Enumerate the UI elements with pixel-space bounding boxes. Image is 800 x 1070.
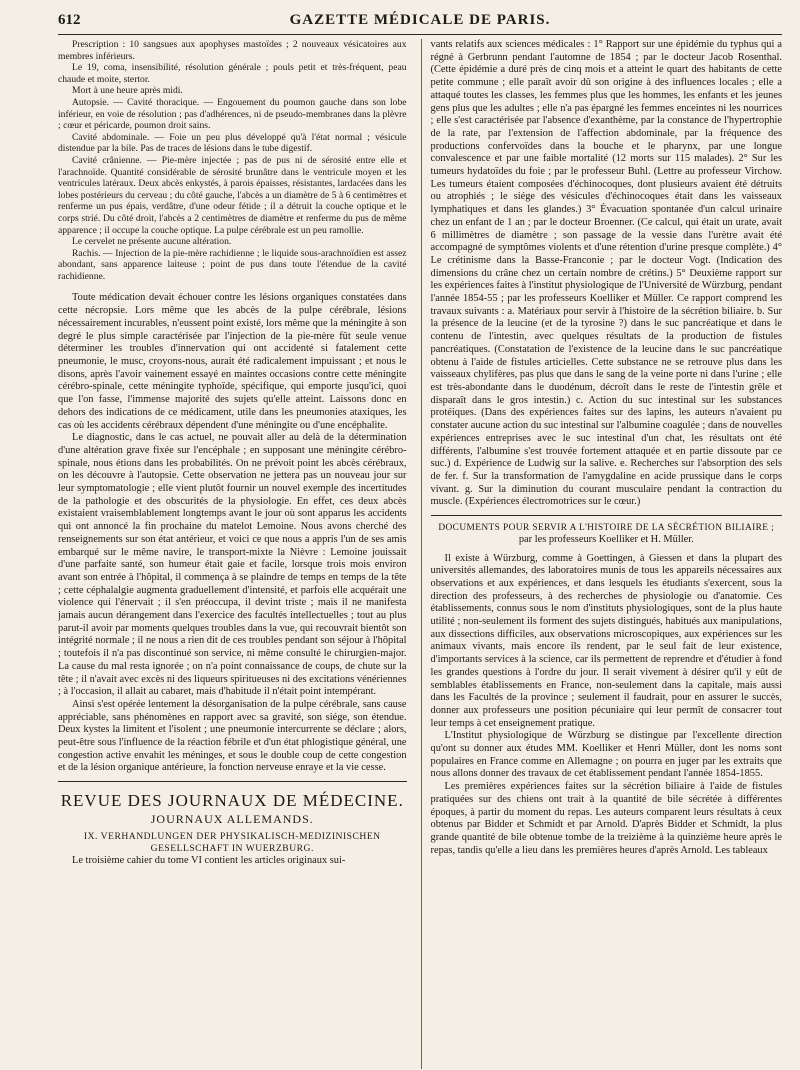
left-column bbox=[58, 39, 407, 1069]
observation-paragraph: Le 19, coma, insensibilité, résolution générale ; pouls petit et très-fréquent, peau chaude et moite, stertor. bbox=[58, 62, 407, 85]
observation-paragraph: Rachis. — Injection de la pie-mère rachidienne ; le liquide sous-arachnoïdien est assez abondant, sans apparence laiteuse ; point de pus dans toute l'étendue de la cavité rachidienne. bbox=[58, 247, 407, 282]
right-column bbox=[421, 39, 782, 1069]
article-paragraph: Il existe à Würzburg, comme à Goettingen, à Giessen et dans la plupart des universités allemandes, des laboratoires munis de tous les appareils nécessaires aux observations et aux expériences, et dans lesquels les étudiants s'exercent, sous la direction des professeurs, à des recherches de physiologie ou d'anatomie. Ces établissements, connus sous le nom d'instituts physiologiques, sont de la plus haute utilité ; non-seulement ils forment des sujets distingués, habitués aux manipulations, aux dissections difficiles, aux observations microscopiques, aux expériences sur les animaux vivants, mais encore ils rendent, par le seul fait de leur existence, d'importants services à la science, car ils permettent de reprendre et d'étudier à fond les grandes questions à l'ordre du jour. Il serait vivement à désirer qu'il y eût de semblables établissements en France, non-seulement dans la capitale, mais aussi dans les Facultés de la province ; seulement il faudrait, pour en assurer le succès, donner aux professeurs une position pécuniaire qui leur permît de consacrer tout leur temps à cet enseignement pratique. bbox=[430, 552, 782, 729]
article-divider bbox=[431, 515, 782, 516]
section-heading-line-1: IX. VERHANDLUNGEN DER PHYSIKALISCH-MEDIZINISCHEN bbox=[83, 831, 381, 843]
section-divider bbox=[58, 781, 407, 782]
observation-block bbox=[58, 39, 407, 282]
discussion-paragraph: Toute médication devait échouer contre les lésions organiques constatées dans cette nécropsie. Lors même que les abcès de la pulpe cérébrale, lésions nécessairement incurables, n'eussent point existé, lors même que la méningite à son degré le plus simple caractérisée par l'injection de la pie-mère fût seule venue déterminer les troubles d'innervation qui ont accidenté si fatalement cette pneumonie, le musc, croyons-nous, aurait été radicalement impuissant ; et nous le disons, après l'avoir vainement essayé en maintes occasions contre cette méningite cérébro-spinale, cette méningite typhoïde, spécifique, qui emporte jusqu'ici, quoi que l'on fasse, l'immense majorité des sujets qu'elle atteint. Laissons donc en dehors des indications de ce médicament, utile dans les pneumonies ataxiques, les cas où les accidents cérébraux dépendent d'une méningite ou d'une encéphalite. bbox=[58, 292, 407, 431]
two-column-body bbox=[58, 39, 782, 1069]
observation-paragraph: Autopsie. — Cavité thoracique. — Engouement du poumon gauche dans son lobe inférieur, en voie de résolution ; pas d'adhérences, ni de pseudo-membranes dans la plèvre ; cœur et péricarde, poumon droit sains. bbox=[58, 96, 407, 132]
articles-list-paragraph: vants relatifs aux sciences médicales : 1° Rapport sur une épidémie du typhus qui a régné à Gerbrunn pendant l'automne de 1854 ; par le docteur Jacob Rosenthal. (Cette épidémie a duré près de cinq mois et a atteint le quart des habitants de cette petite commune ; elle paraît avoir dû son origine à des influences locales ; elle a attaqué toutes les classes, les femmes plus que les hommes, les enfants et les jeunes gens plus que les adultes ; elle n'a pas épargné les femmes enceintes ni les nourrices ; elle s'est caractérisée par l'absence d'exanthème, par la constance de l'hypertrophie de la rate, par l'extension de l'affection abdominale, par la fréquence des productions confervoïdes dans la bouche et le pharynx, par une longue convalescence et par une faible mortalité (12 morts sur 115 malades). 2° Sur les tumeurs hydatoïdes du foie ; par le professeur Buhl. (Lettre au professeur Virchow. Les tumeurs étaient composées d'échinocoques, dont plusieurs avaient été détruits ou atrophiés ; le siége des vésicules d'échinocoques était dans les vaisseaux lymphatiques et dans les glandes.) 3° Évacuation spontanée d'un calcul urinaire chez un enfant de 1 an ; par le docteur Broenner. (Ce calcul, qui était un urate, avait 6 millimètres de diamètre ; son passage de la vessie dans l'urètre avait été accompagné de symptômes violents et d'une rétention d'urine presque complète.) 4° Le crétinisme dans la Basse-Franconie ; par le docteur Vogt. (Indication des dimensions du crâne chez un certain nombre de crétins.) 5° Deuxième rapport sur les expériences faites à l'institut physiologique de l'Université de Würzburg, pendant l'année 1854-55 ; par les professeurs Koelliker et Müller. Ce rapport comprend les travaux suivants : a. Matériaux pour servir à l'histoire de la sécrétion biliaire. b. Sur la présence de la leucine (et de la tyrosine ?) dans le suc pancréatique et dans le contenu de l'intestin, avec quelques résultats de la production de fistules pancréatiques. (Constatation de l'existence de la leucine dans le suc pancréatique obtenu à l'aide de fistules articielles. Cette substance ne se retrouve plus dans les vaisseaux chylifères, pas plus que dans le sang de la veine porte ni dans l'urine ; elle est très-abondante dans le duodénum, décroît dans le reste de l'intestin grêle et disparaît dans le gros intestin.) c. Action du suc intestinal sur les substances protéiques. (Dans des expériences faites sur des lapins, les auteurs n'avaient pu constater aucune action du suc intestinal sur l'albumine coagulée ; dans de nouvelles expériences entreprises avec le suc intestinal d'un chat, les résultats ont été différents, l'albumine s'est trouvée fortement attaquée et en partie dissoute par ce suc.) d. Expérience de Ludwig sur la salive. e. Recherches sur l'absorption des sels de fer. f. Sur la transformation de l'amygdaline en acide prussique dans le corps vivant. g. Sur la diminution du courant musculaire pendant la contraction du muscle. (Expériences électromotrices sur le cœur.) bbox=[430, 39, 782, 508]
section-text: Le troisième cahier du tome VI contient les articles originaux sui- bbox=[72, 855, 346, 867]
section-heading-line-2: GESELLSCHAFT IN WUERZBURG. bbox=[150, 843, 314, 855]
article-paragraph: L'Institut physiologique de Würzburg se distingue par l'excellente direction qu'ont su donner aux études MM. Koelliker et Henri Müller, dont les noms sont populaires en France comme en Allemagne ; on pourra en juger par les extraits que nous allons donner des travaux de cet établissement pendant l'année 1854-1855. bbox=[430, 730, 782, 780]
revue-subtitle: JOURNAUX ALLEMANDS. bbox=[150, 812, 314, 827]
article-paragraph: Les premières expériences faites sur la sécrétion biliaire à l'aide de fistules pratiquées sur des chiens ont trait à la quantité de bile sécrétée à différentes époques, à partir du moment du repas. Les auteurs comparent leurs résultats à ceux obtenus par Bidder et Schmidt et par Arnold. D'après Bidder et Schmidt, la plus grande quantité de bile obtenue tombe de la treizième à la quinzième heure après le repas, tandis qu'elle a lieu dans les premières heures d'après Arnold. Les tableaux bbox=[430, 781, 782, 856]
discussion-paragraph: Le diagnostic, dans le cas actuel, ne pouvait aller au delà de la détermination d'une altération grave fixée sur l'encéphale ; en supposant une méningite cérébro-spinale, nous étions dans les probabilités. On ne prévoit point les abcès cérébraux, on les découvre à l'autopsie. Cette observation ne jettera pas un nouveau jour sur leur symptomatologie ; elle vient plutôt fournir un nouvel exemple des incertitudes de la pathologie et des obscurités de la physiologie. En effet, ces deux abcès existaient vraisemblablement longtemps avant le jour où sont apparus les accidents qui ont annoncé la fin prochaine du matelot Lemoine. Nous avons cherché des renseignements sur son état antérieur, et voici ce que nous a appris l'un de ses amis embarqué sur le même navire, le transport-mixte la Nièvre : Lemoine jouissait d'une parfaite santé, son humeur était gaie et facile, lorsque trois mois environ avant son entrée à l'hôpital, il commença à se plaindre de temps en temps de la tête ; cette céphalalgie augmenta graduellement d'intensité, et parfois elle acquérait une violence qui l'énervait ; il s'en préoccupa, il devint triste ; mais il ne manifesta jamais aucun dérangement dans l'exercice des facultés intellectuelles ; tout au plus parut-il avoir par moments quelques troubles dans la vue, qui recouvrait bientôt son intégrité normale ; il ne nous a rien dit de ces troubles pendant son séjour à l'hôpital ; toutefois il n'a pas discontinué son service, ni même consulté le chirurgien-major. La cause du mal resta ignorée ; on n'a point connaissance de coups, de chute sur la tête ; il n'avait avec excès ni des liqueurs spiritueuses ni des excitations vénériennes ; à l'occasion, il allait au cabaret, mais d'habitude il n'était point intempérant. bbox=[58, 432, 407, 698]
article-title: DOCUMENTS POUR SERVIR A L'HISTOIRE DE LA SÉCRÉTION BILIAIRE ; bbox=[438, 523, 775, 534]
observation-paragraph: Prescription : 10 sangsues aux apophyses mastoïdes ; 2 nouveaux vésicatoires aux membres inférieurs. bbox=[58, 39, 407, 62]
observation-paragraph: Le cervelet ne présente aucune altération. bbox=[72, 236, 232, 248]
observation-paragraph: Cavité abdominale. — Foie un peu plus développé qu'à l'état normal ; vésicule distendue par la bile. Pas de traces de lésions dans le tube digestif. bbox=[58, 131, 407, 155]
observation-paragraph: Cavité crânienne. — Pie-mère injectée ; pas de pus ni de sérosité entre elle et l'arachnoïde. Quantité considérable de sérosité brunâtre dans le ventricule moyen et les ventricules latéraux. Deux abcès enkystés, à parois épaisses, résistantes, lardacées dans les lobes postérieurs du cerveau ; du côté gauche, l'abcès a un diamètre de 5 à 6 centimètres et renferme un pus épais, verdâtre, d'une odeur fétide ; il a détruit la couche optique et le corps strié. Du côté droit, l'abcès a 2 centimètres de diamètre et renferme du pus de même apparence ; il occupe la couche optique. La pulpe cérébrale est un peu ramollie. bbox=[58, 154, 407, 236]
page-header bbox=[58, 12, 782, 35]
observation-paragraph: Mort à une heure après midi. bbox=[72, 85, 183, 97]
page-number: 612 bbox=[58, 12, 81, 28]
article-byline: par les professeurs Koelliker et H. Müller. bbox=[518, 534, 694, 546]
discussion-paragraph: Ainsi s'est opérée lentement la désorganisation de la pulpe cérébrale, sans cause appréciable, sans phénomènes en rapport avec sa gravité, son siége, son étendue. Deux kystes la limitent et l'isolent ; une pneumonie intercurrente se déclare ; alors, peut-être sous l'influence de la réaction fébrile et d'un état phlogistique général, une congestion active envahit les méninges, et sous le double coup de cette congestion et de la lésion organique antérieure, la fonction nerveuse enraye et la vie cesse. bbox=[58, 698, 407, 774]
revue-title: REVUE DES JOURNAUX DE MÉDECINE. bbox=[60, 791, 404, 811]
running-title: GAZETTE MÉDICALE DE PARIS. bbox=[289, 12, 551, 28]
